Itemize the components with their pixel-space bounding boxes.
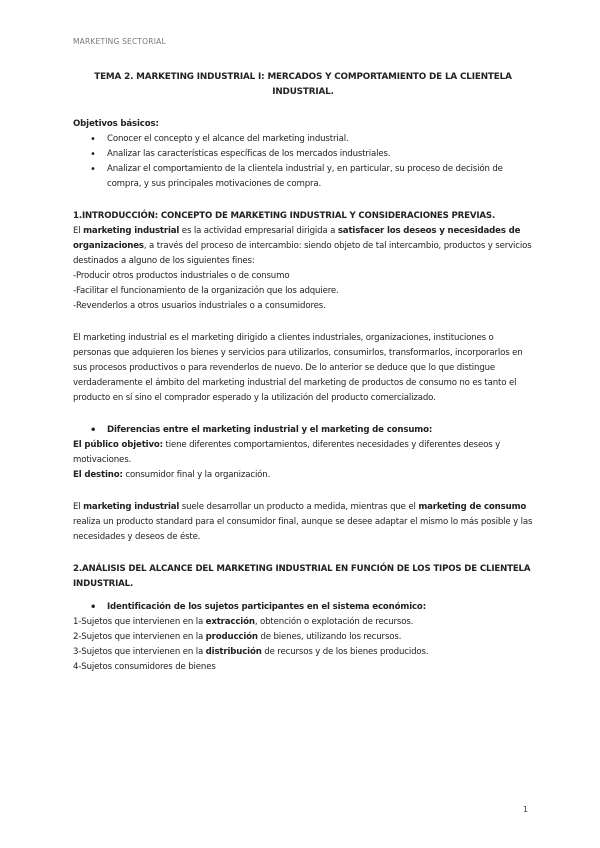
destino: El destino: consumidor final y la organización. <box>73 470 271 480</box>
page-content <box>73 70 533 675</box>
term-satisfacer: satisfacer los deseos y necesidades de organizaciones <box>73 226 521 251</box>
differences-bullet: • Diferencias entre el marketing industrial y el marketing de consumo: <box>107 423 533 438</box>
sujeto-item: 2-Sujetos que intervienen en la producción de bienes, utilizando los recursos. <box>73 632 402 642</box>
document-title: TEMA 2. MARKETING INDUSTRIAL I: MERCADOS Y COMPORTAMIENTO DE LA CLIENTELA INDUSTRIAL. <box>94 72 512 97</box>
identification-bullet-list <box>73 600 533 615</box>
identification-bullet: • Identificación de los sujetos participantes en el sistema económico: <box>107 600 533 615</box>
industrial-paragraph: El marketing industrial es el marketing dirigido a clientes industriales, organizaciones, instituciones o personas que adquieren los bienes y servicios para utilizarlos, consumirlos, transformarlos, incorporarlos en sus procesos productivos o para revenderlos de nuevo. De lo anterior se deduce que lo que distingue verdaderamente el ámbito del marketing industrial del marketing de productos de consumo no es tanto el producto en sí sino el comprador esperado y la utilización del producto comercializado. <box>73 333 523 403</box>
fin-item: -Revenderlos a otros usuarios industriales o a consumidores. <box>73 301 326 311</box>
objectives-heading: Objetivos básicos: <box>73 119 159 129</box>
definition-paragraph: El marketing industrial es la actividad empresarial dirigida a satisfacer los deseos y necesidades de organizaciones, a través del proceso de intercambio: siendo objeto de tal intercambio, productos y servicios destinados a alguno de los siguientes fines: <box>73 226 532 266</box>
sujeto-item: 1-Sujetos que intervienen en la extracción, obtención o explotación de recursos. <box>73 617 414 627</box>
differences-bullet-list <box>73 423 533 438</box>
fin-item: -Facilitar el funcionamiento de la organización que los adquiere. <box>73 286 339 296</box>
objectives-list <box>73 132 533 192</box>
sujeto-item: 3-Sujetos que intervienen en la distribución de recursos y de los bienes producidos. <box>73 647 429 657</box>
objective-item: • Analizar el comportamiento de la clientela industrial y, en particular, su proceso de decisión de compra, y sus principales motivaciones de compra. <box>107 162 533 192</box>
comparison-paragraph: El marketing industrial suele desarrollar un producto a medida, mientras que el marketing de consumo realiza un producto standard para el consumidor final, aunque se desee adaptar el mismo lo más posible y las necesidades y deseos de éste. <box>73 502 533 542</box>
publico-objetivo: El público objetivo: tiene diferentes comportamientos, diferentes necesidades y diferentes deseos y motivaciones. <box>73 440 501 465</box>
fin-item: -Producir otros productos industriales o de consumo <box>73 271 290 281</box>
objective-item: • Conocer el concepto y el alcance del marketing industrial. <box>107 132 533 147</box>
page-number: 1 <box>522 805 528 814</box>
section-2-heading: 2.ANÁLISIS DEL ALCANCE DEL MARKETING INDUSTRIAL EN FUNCIÓN DE LOS TIPOS DE CLIENTELA INDUSTRIAL. <box>73 564 531 589</box>
sujeto-item: 4-Sujetos consumidores de bienes <box>73 662 216 672</box>
section-1-heading: 1.INTRODUCCIÓN: CONCEPTO DE MARKETING INDUSTRIAL Y CONSIDERACIONES PREVIAS. <box>73 211 496 221</box>
term-marketing-industrial: marketing industrial <box>83 226 180 236</box>
running-header: MARKETING SECTORIAL <box>73 37 166 46</box>
objective-item: • Analizar las características específicas de los mercados industriales. <box>107 147 533 162</box>
